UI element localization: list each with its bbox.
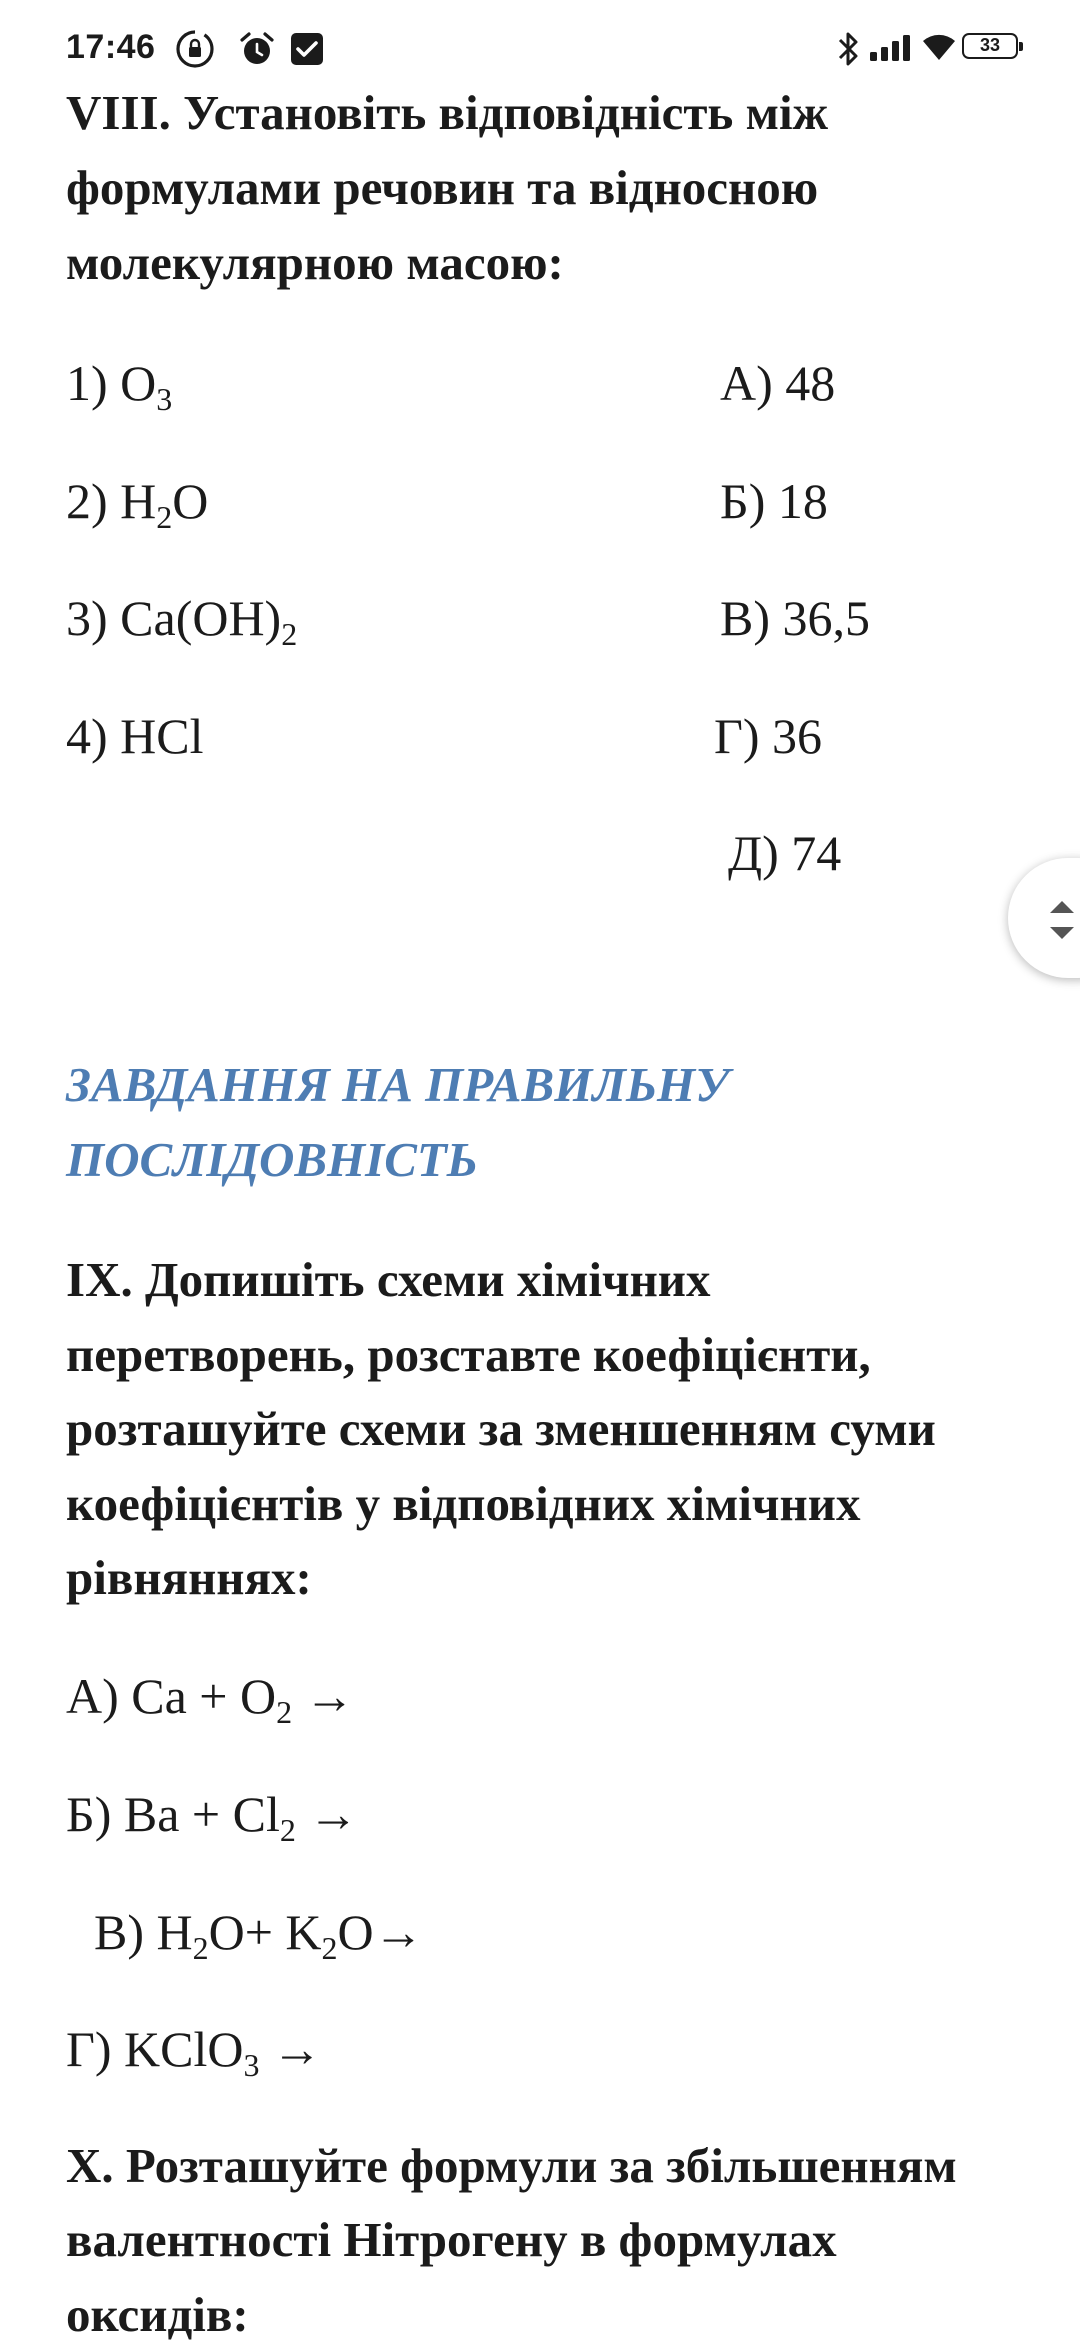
task9-heading-line2: перетворень, розставте коефіцієнти, [66, 1327, 871, 1382]
formula-item-3: 3) $Ca(OH)_2$ [66, 590, 298, 652]
section-heading-line2: ПОСЛІДОВНІСТЬ [66, 1132, 478, 1187]
equation-a: А) $Ca + O_2$ → [66, 1668, 355, 1730]
equation-b: Б) $Ba + Cl_2$ → [66, 1786, 359, 1848]
scroll-handle[interactable] [1008, 858, 1080, 978]
mass-option-a: А) 48 [720, 355, 836, 411]
mass-option-d: Г) 36 [714, 708, 823, 764]
mass-option-b: Б) 18 [720, 473, 828, 529]
task10-heading-line3: оксидів: [66, 2287, 249, 2340]
battery-icon: 33 [962, 33, 1018, 59]
task9-heading-line3: розташуйте схеми за зменшенням суми [66, 1401, 936, 1456]
equation-d: Г) KClO$_3$ → [66, 2021, 323, 2083]
formula-item-2: 2) $H_2O$ [66, 473, 209, 535]
section-heading-line1: ЗАВДАННЯ НА ПРАВИЛЬНУ [66, 1057, 730, 1112]
data-saver-icon [174, 28, 216, 75]
task10-heading-line1: Х. Розташуйте формули за збільшенням [66, 2138, 957, 2193]
alarm-icon [236, 28, 278, 75]
scroll-arrows-icon [1044, 898, 1080, 942]
formula-item-4: 4) HCl [66, 708, 204, 764]
task8-heading-line1: VIII. Установіть відповідність між [66, 85, 829, 140]
task9-heading-line5: рівняннях: [66, 1550, 312, 1605]
bluetooth-icon [836, 30, 860, 73]
mass-option-c: В) 36,5 [720, 590, 870, 646]
task8-heading-line2: формулами речовин та відносною [66, 160, 819, 215]
saved-icon [286, 28, 328, 75]
wifi-icon [922, 32, 956, 67]
task8-heading-line3: молекулярною масою: [66, 235, 564, 290]
signal-icon [870, 34, 914, 67]
formula-item-1: 1) $O_3$ [66, 355, 173, 417]
task10-heading-line2: валентності Нітрогену в формулах [66, 2212, 837, 2267]
task9-heading-line4: коефіцієнтів у відповідних хімічних [66, 1476, 861, 1531]
task9-heading-line1: ІХ. Допишіть схеми хімічних [66, 1252, 711, 1307]
status-time: 17:46 [66, 28, 156, 66]
mass-option-e: Д) 74 [728, 825, 842, 881]
equation-c: В) $H_2O+ K_2O\to$ [94, 1904, 424, 1966]
